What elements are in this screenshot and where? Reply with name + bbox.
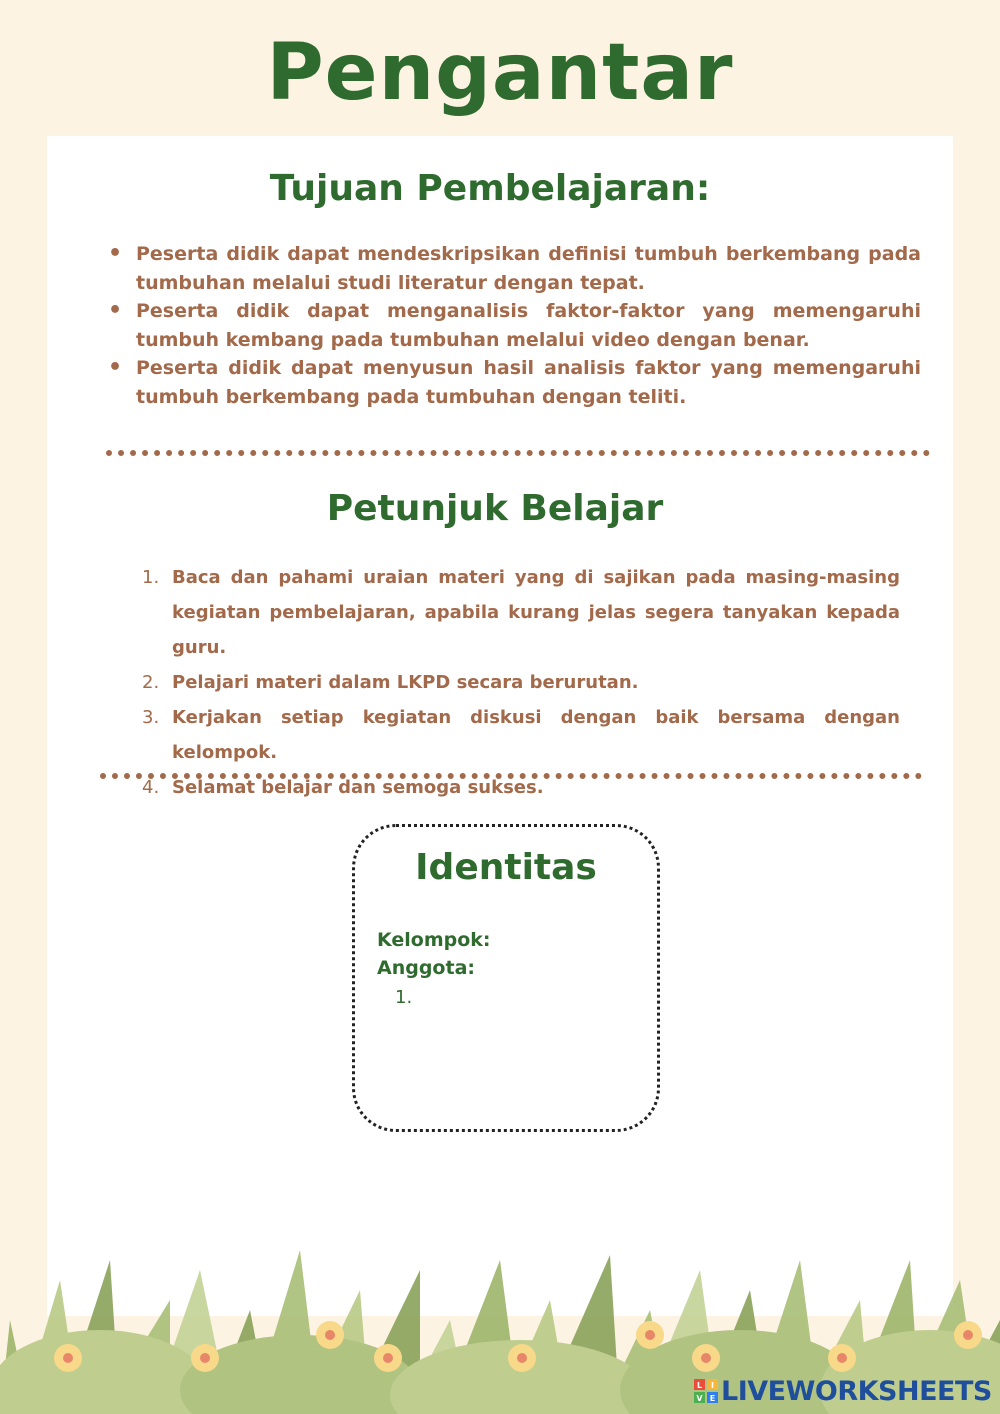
liveworksheets-icon: [694, 1379, 718, 1403]
dotted-divider: [106, 450, 930, 456]
item-number: 4.: [142, 777, 160, 798]
svg-text:E: E: [709, 1394, 716, 1403]
svg-text:I: I: [711, 1381, 714, 1390]
item-number: 3.: [142, 707, 160, 728]
list-item: • Peserta didik dapat menganalisis faktor-faktor yang memengaruhi tumbuh kembang pada tumbuhan melalui video dengan benar.: [106, 297, 921, 354]
kelompok-label: Kelompok:: [377, 929, 491, 951]
identitas-heading: Identitas: [415, 847, 597, 888]
list-item: [140, 560, 900, 665]
liveworksheets-logo: [694, 1374, 992, 1408]
petunjuk-heading: Petunjuk Belajar: [326, 488, 664, 529]
petunjuk-list: [140, 560, 900, 805]
page-title: Pengantar: [266, 28, 734, 118]
dotted-divider: [100, 773, 922, 779]
tujuan-list: [106, 240, 921, 411]
tujuan-heading: Tujuan Pembelajaran:: [269, 168, 711, 209]
item-number: 1.: [142, 567, 160, 588]
item-text: Kerjakan setiap kegiatan diskusi dengan baik bersama dengan kelompok.: [172, 707, 900, 763]
anggota-number: 1.: [395, 987, 413, 1008]
anggota-label: Anggota:: [377, 957, 475, 979]
liveworksheets-text: LIVEWORKSHEETS: [721, 1375, 992, 1407]
svg-text:V: V: [696, 1394, 703, 1403]
item-text: Selamat belajar dan semoga sukses.: [172, 777, 544, 798]
item-number: 2.: [142, 672, 160, 693]
list-item: • Peserta didik dapat menyusun hasil analisis faktor yang memengaruhi tumbuh berkembang pada tumbuhan dengan teliti.: [106, 354, 921, 411]
list-item: • Peserta didik dapat mendeskripsikan definisi tumbuh berkembang pada tumbuhan melalui studi literatur dengan tepat.: [106, 240, 921, 297]
identitas-box: [352, 824, 660, 1132]
item-text: Pelajari materi dalam LKPD secara berurutan.: [172, 672, 639, 693]
list-item: [140, 665, 900, 700]
item-text: Baca dan pahami uraian materi yang di sajikan pada masing-masing kegiatan pembelajaran, apabila kurang jelas segera tanyakan kepada guru.: [172, 567, 900, 658]
svg-text:L: L: [696, 1381, 703, 1390]
list-item: [140, 700, 900, 770]
